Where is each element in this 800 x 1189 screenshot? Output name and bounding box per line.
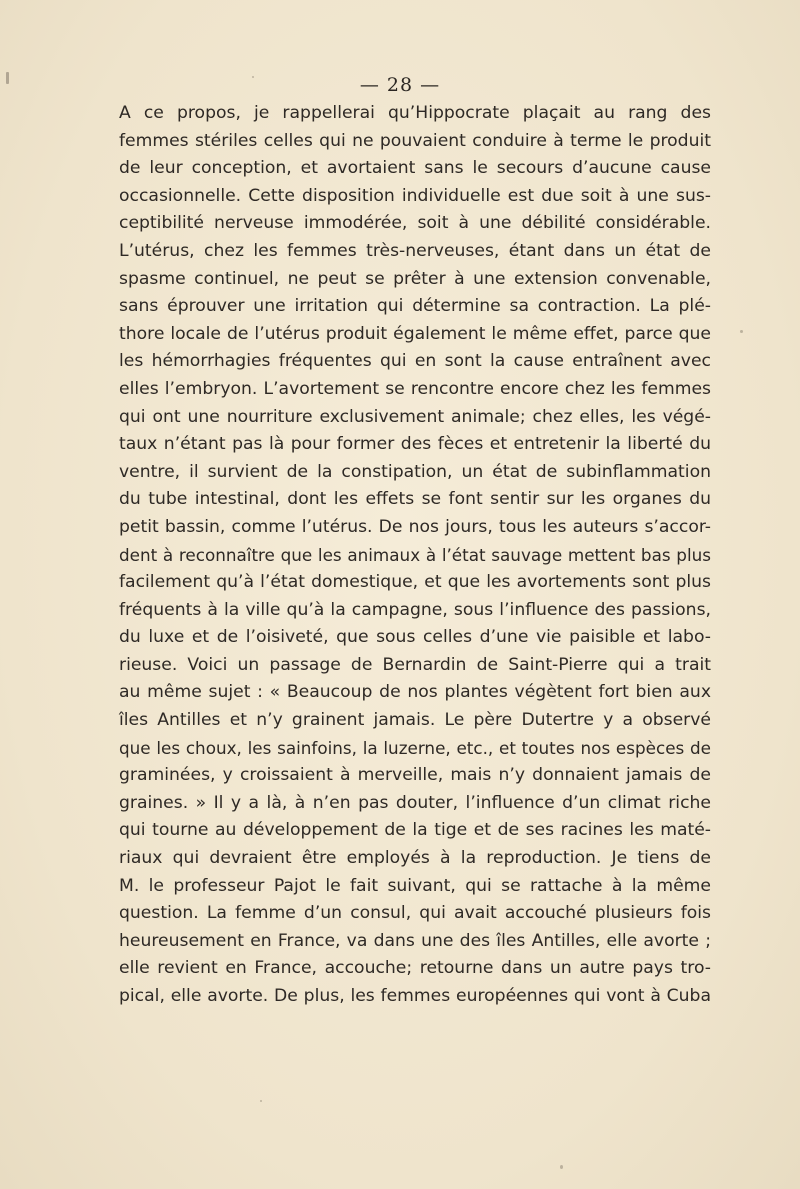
page-number: — 28 — <box>359 74 441 96</box>
text-line: elles l’embryon. L’avortement se rencontre encore chez les femmes <box>119 378 711 399</box>
text-line: spasme continuel, ne peut se prêter à une extension convenable, <box>119 268 711 289</box>
text-line: pical, elle avorte. De plus, les femmes européennes qui vont à Cuba <box>119 986 711 1006</box>
text-line: L’utérus, chez les femmes très-nerveuses, étant dans un état de <box>119 240 711 261</box>
text-line: occasionnelle. Cette disposition individuelle est due soit à une sus- <box>119 185 711 206</box>
text-line: A ce propos, je rappellerai qu’Hippocrate plaçait au rang des <box>119 103 711 123</box>
text-line: dent à reconnaître que les animaux à l’état sauvage mettent bas plus <box>119 544 711 565</box>
text-line: au même sujet : « Beaucoup de nos plantes végètent fort bien aux <box>119 682 711 703</box>
text-line: fréquents à la ville qu’à la campagne, sous l’influence des passions, <box>119 599 711 620</box>
text-line: femmes stériles celles qui ne pouvaient conduire à terme le produit <box>119 130 711 151</box>
text-line: riaux qui devraient être employés à la reproduction. Je tiens de <box>119 848 711 869</box>
text-line: M. le professeur Pajot le fait suivant, qui se rattache à la même <box>119 875 711 896</box>
paper-speck <box>560 1165 563 1169</box>
paper-speck <box>252 76 254 78</box>
text-line: facilement qu’à l’état domestique, et que les avortements sont plus <box>119 572 711 593</box>
text-line: sans éprouver une irritation qui détermine sa contraction. La plé- <box>119 296 711 317</box>
text-line: qui ont une nourriture exclusivement animale; chez elles, les végé- <box>119 406 711 427</box>
paper-speck <box>740 330 743 333</box>
text-line: les hémorrhagies fréquentes qui en sont la cause entraînent avec <box>119 351 711 372</box>
paper-speck <box>260 1100 262 1102</box>
text-line: îles Antilles et n’y grainent jamais. Le père Dutertre y a observé <box>119 710 711 731</box>
text-line: que les choux, les sainfoins, la luzerne, etc., et toutes nos espèces de <box>119 737 711 758</box>
text-line: petit bassin, comme l’utérus. De nos jours, tous les auteurs s’accor- <box>119 516 711 537</box>
text-line: heureusement en France, va dans une des îles Antilles, elle avorte ; <box>119 930 711 951</box>
body-text <box>119 100 711 1011</box>
text-line: qui tourne au développement de la tige et de ses racines les maté- <box>119 820 711 841</box>
text-line: taux n’étant pas là pour former des fèces et entretenir la liberté du <box>119 434 711 455</box>
text-line: ventre, il survient de la constipation, un état de subinflammation <box>119 461 711 482</box>
text-line: graines. » Il y a là, à n’en pas douter, l’influence d’un climat riche <box>119 792 711 813</box>
text-line: de leur conception, et avortaient sans le secours d’aucune cause <box>119 158 711 179</box>
text-line: ceptibilité nerveuse immodérée, soit à une débilité considérable. <box>119 213 711 234</box>
text-line: thore locale de l’utérus produit également le même effet, parce que <box>119 323 711 344</box>
text-line: du luxe et de l’oisiveté, que sous celles d’une vie paisible et labo- <box>119 627 711 648</box>
paper-speck <box>6 72 9 84</box>
text-line: graminées, y croissaient à merveille, mais n’y donnaient jamais de <box>119 765 711 786</box>
text-line: du tube intestinal, dont les effets se font sentir sur les organes du <box>119 489 711 510</box>
text-line: elle revient en France, accouche; retourne dans un autre pays tro- <box>119 958 711 979</box>
text-line: rieuse. Voici un passage de Bernardin de Saint-Pierre qui a trait <box>119 654 711 675</box>
text-line: question. La femme d’un consul, qui avait accouché plusieurs fois <box>119 903 711 924</box>
